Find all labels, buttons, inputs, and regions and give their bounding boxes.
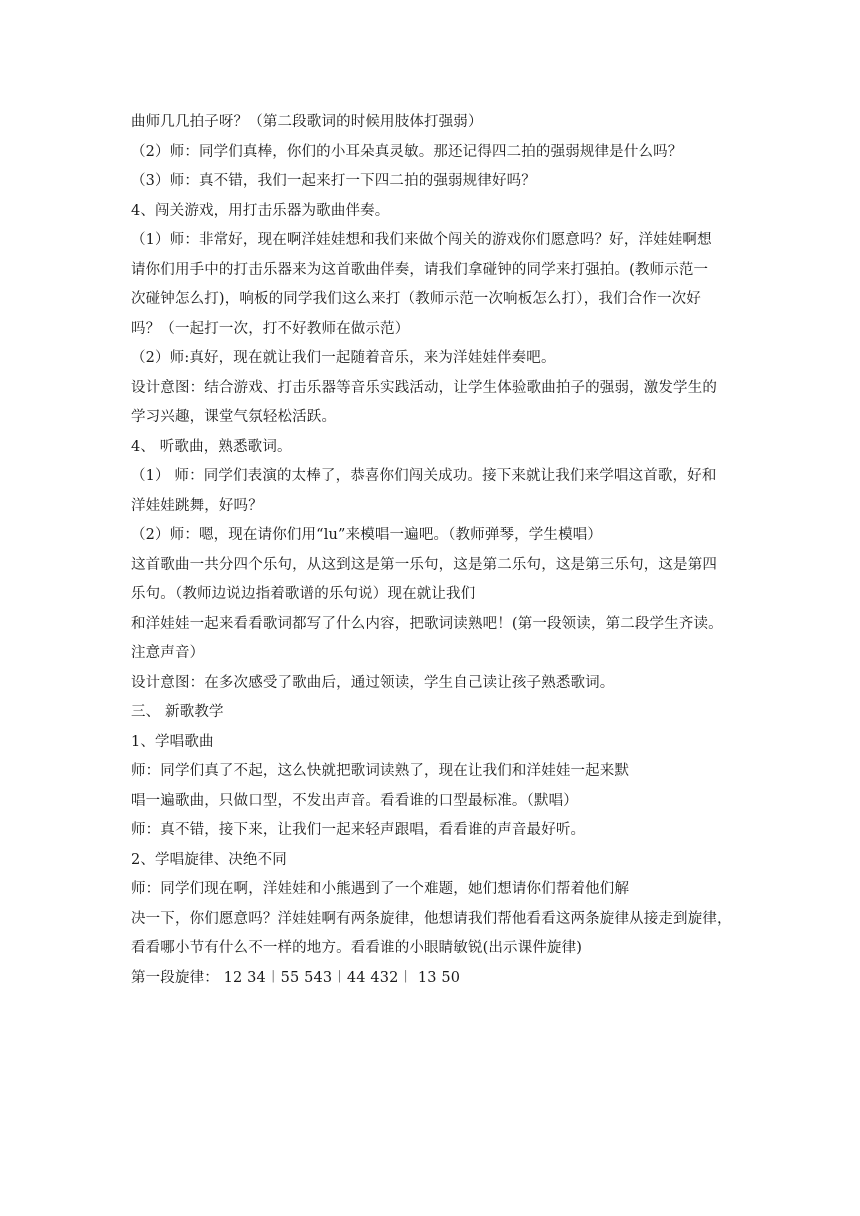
text-line: 次碰钟怎么打)，响板的同学我们这么来打（教师示范一次响板怎么打），我们合作一次好 — [131, 291, 701, 307]
text-line: 曲师几几拍子呀？（第二段歌词的时候用肢体打强弱） — [131, 114, 483, 130]
text-line: 和洋娃娃一起来看看歌词都写了什么内容，把歌词读熟吧！(第一段领读，第二段学生齐读。 — [131, 615, 723, 632]
text-line: 乐句。（教师边说边指着歌谱的乐句说）现在就让我们 — [131, 586, 476, 602]
section-heading: 1、学唱歌曲 — [131, 733, 214, 750]
section-heading: 三、 新歌教学 — [131, 704, 224, 720]
text-line: 师：同学们现在啊，洋娃娃和小熊遇到了一个难题，她们想请你们帮着他们解 — [131, 881, 630, 897]
text-line: 吗？（一起打一次，打不好教师在做示范） — [131, 320, 410, 337]
section-heading: 2、学唱旋律、决绝不同 — [131, 851, 287, 868]
text-line: （1）师：非常好，现在啊洋娃娃想和我们来做个闯关的游戏你们愿意吗？好，洋娃娃啊想 — [131, 232, 712, 248]
text-line: 洋娃娃跳舞，好吗？ — [131, 497, 263, 514]
text-line: 这首歌曲一共分四个乐句，从这到这是第一乐句，这是第二乐句，这是第三乐句，这是第四 — [131, 556, 717, 573]
design-intent-line: 设计意图：在多次感受了歌曲后，通过领读，学生自己读让孩子熟悉歌词。 — [131, 674, 615, 691]
text-line: （2）师：嗯，现在请你们用“lu”来模唱一遍吧。（教师弹琴，学生模唱） — [131, 527, 603, 543]
text-line: 唱一遍歌曲，只做口型，不发出声音。看看谁的口型最标准。（默唱） — [131, 792, 578, 809]
design-intent-line: 学习兴趣，课堂气氛轻松活跃。 — [131, 409, 337, 425]
text-line: （2）师：同学们真棒，你们的小耳朵真灵敏。那还记得四二拍的强弱规律是什么吗？ — [131, 143, 683, 160]
text-line: 师：同学们真了不起，这么快就把歌词读熟了，现在让我们和洋娃娃一起来默 — [131, 763, 630, 779]
text-line: 看看哪小节有什么不一样的地方。看看谁的小眼睛敏锐(出示课件旋律) — [131, 940, 583, 956]
text-line: 师：真不错，接下来，让我们一起来轻声跟唱，看看谁的声音最好听。 — [131, 822, 586, 838]
text-line: （1） 师：同学们表演的太棒了，恭喜你们闯关成功。接下来就让我们来学唱这首歌，好和 — [131, 468, 717, 484]
text-line: （2）师:真好，现在就让我们一起随着音乐，来为洋娃娃伴奏吧。 — [131, 350, 556, 366]
section-heading: 4、 听歌曲，熟悉歌词。 — [131, 438, 292, 455]
melody-line: 第一段旋律： 12 34︱55 543︱44 432︱ 13 50 — [131, 969, 461, 986]
document-body — [131, 108, 731, 993]
text-line: 决一下，你们愿意吗？洋娃娃啊有两条旋律，他想请我们帮他看看这两条旋律从接走到旋律， — [131, 910, 732, 927]
text-line: 注意声音） — [131, 645, 205, 661]
text-line: （3）师：真不错，我们一起来打一下四二拍的强弱规律好吗？ — [131, 173, 536, 189]
design-intent-line: 设计意图：结合游戏、打击乐器等音乐实践活动，让学生体验歌曲拍子的强弱，激发学生的 — [131, 379, 717, 396]
text-line: 请你们用手中的打击乐器来为这首歌曲伴奏，请我们拿碰钟的同学来打强拍。(教师示范一 — [131, 261, 709, 278]
section-heading: 4、闯关游戏，用打击乐器为歌曲伴奏。 — [131, 202, 390, 219]
